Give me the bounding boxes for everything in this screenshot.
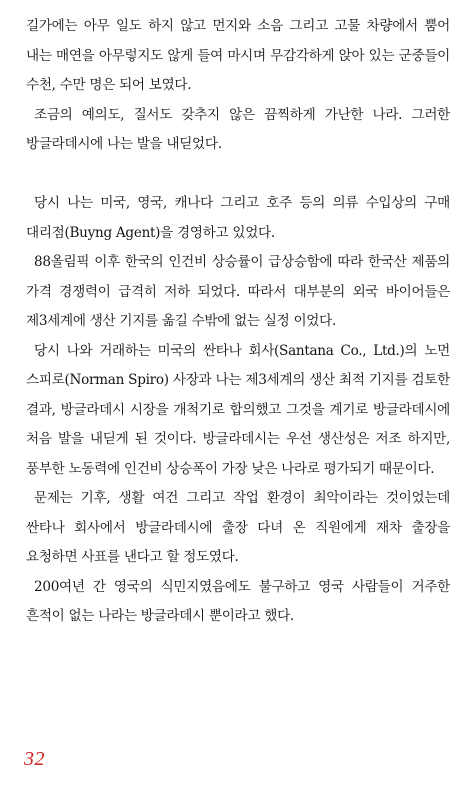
paragraph-2: 조금의 예의도, 질서도 갖추지 않은 끔찍하게 가난한 나라. 그러한 방글라데시에 나는 발을 내딛었다.: [26, 106, 450, 152]
paragraph-3: 당시 나는 미국, 영국, 캐나다 그리고 호주 등의 의류 수입상의 구매 대리점(Buyng Agent)을 경영하고 있었다.: [26, 195, 450, 241]
paragraph-1: 길가에는 아무 일도 하지 않고 먼지와 소음 그리고 고물 차량에서 뿜어 내는 매연을 아무렇지도 않게 들여 마시며 무감각하게 앉아 있는 군중들이 수천, 수만 명은 되어 보였다.: [26, 18, 450, 93]
page-number: 32: [24, 748, 45, 770]
paragraph-7: 200여년 간 영국의 식민지였음에도 불구하고 영국 사람들이 거주한 흔적이 없는 나라는 방글라데시 뿐이라고 했다.: [26, 578, 450, 624]
paragraph-4: 88올림픽 이후 한국의 인건비 상승률이 급상승함에 따라 한국산 제품의 가격 경쟁력이 급격히 저하 되었다. 따라서 대부분의 외국 바이어들은 제3세계에 생산 기지를 옮길 수밖에 없는 실정 이었다.: [26, 254, 450, 329]
paragraph-gap: [26, 160, 450, 190]
paragraph-5: 당시 나와 거래하는 미국의 싼타나 회사(Santana Co., Ltd.)의 노먼 스피로(Norman Spiro) 사장과 나는 제3세계의 생산 최적 기지를 검토한 결과, 방글라데시 시장을 개척기로 합의했고 그것을 계기로 방글라데시에 처음 발을 내딛게 된 것이다. 방글라데시는 우선 생산성은 저조 하지만, 풍부한 노동력에 인건비 상승폭이 가장 낮은 나라로 평가되기 때문이다.: [26, 342, 450, 477]
paragraph-6: 문제는 기후, 생활 여건 그리고 작업 환경이 최악이라는 것이었는데 싼타나 회사에서 방글라데시에 출장 다녀 온 직원에게 재차 출장을 요청하면 사표를 낸다고 할 정도였다.: [26, 490, 450, 565]
page-body: [26, 12, 450, 632]
